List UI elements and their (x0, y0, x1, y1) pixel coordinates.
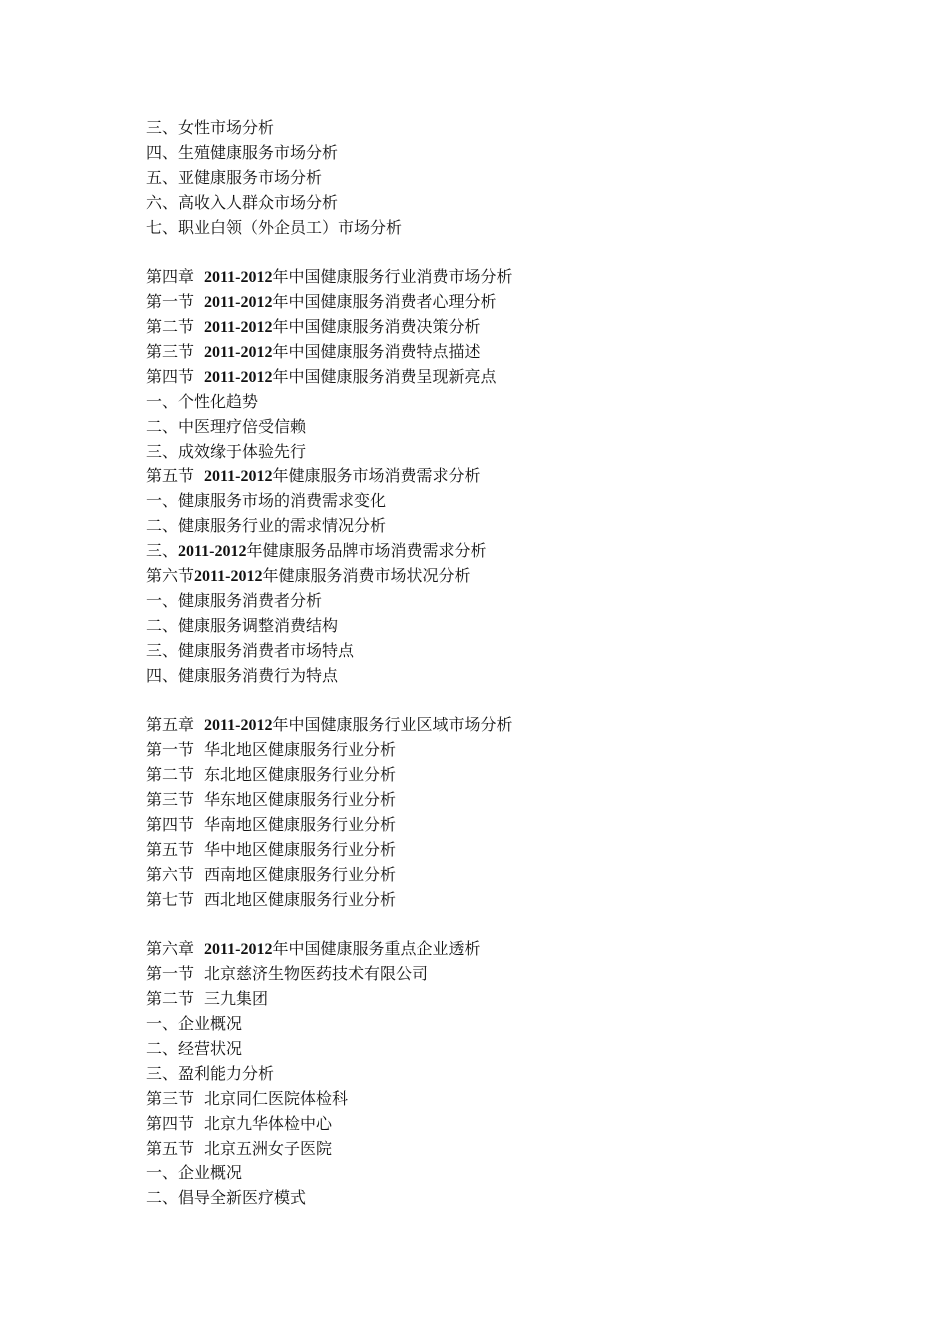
toc-text: 七、职业白领（外企员工）市场分析 (146, 217, 403, 237)
blank-line (146, 240, 846, 265)
toc-prefix: 第三节 (146, 1088, 195, 1108)
toc-prefix: 第七节 (146, 889, 195, 909)
toc-text: 五、亚健康服务市场分析 (146, 167, 323, 187)
toc-prefix: 第五节 (146, 466, 195, 486)
toc-line (146, 290, 846, 315)
toc-text: 四、健康服务消费行为特点 (146, 665, 339, 685)
toc-line (146, 166, 846, 191)
toc-text: 六、高收入人群众市场分析 (146, 192, 339, 212)
toc-line (146, 664, 846, 689)
toc-year: 2011-2012 (204, 368, 273, 386)
toc-title: 年中国健康服务消费决策分析 (272, 317, 481, 337)
toc-prefix: 第三节 (146, 790, 195, 810)
toc-year: 2011-2012 (178, 543, 247, 561)
toc-prefix: 第五节 (146, 839, 195, 859)
toc-title: 东北地区健康服务行业分析 (204, 765, 397, 785)
toc-line (146, 216, 846, 241)
toc-line (146, 340, 846, 365)
toc-title: 华北地区健康服务行业分析 (204, 740, 397, 760)
toc-title: 北京九华体检中心 (204, 1113, 333, 1133)
toc-line (146, 1161, 846, 1186)
toc-line (146, 1037, 846, 1062)
toc-title: 北京五洲女子医院 (204, 1138, 333, 1158)
toc-text: 三、成效缘于体验先行 (146, 441, 307, 461)
toc-text: 一、健康服务市场的消费需求变化 (146, 491, 387, 511)
toc-text: 二、中医理疗倍受信赖 (146, 416, 307, 436)
toc-title: 年健康服务品牌市场消费需求分析 (246, 541, 487, 561)
toc-year: 2011-2012 (204, 294, 273, 312)
toc-prefix: 第四节 (146, 1113, 195, 1133)
toc-line (146, 614, 846, 639)
toc-line (146, 639, 846, 664)
toc-title: 年中国健康服务行业消费市场分析 (272, 267, 513, 287)
toc-line (146, 1137, 846, 1162)
toc-title: 北京慈济生物医药技术有限公司 (204, 964, 429, 984)
toc-line (146, 838, 846, 863)
toc-title: 北京同仁医院体检科 (204, 1088, 349, 1108)
document-body (146, 116, 846, 1211)
toc-prefix: 第五节 (146, 1138, 195, 1158)
toc-line (146, 1087, 846, 1112)
toc-line (146, 564, 846, 589)
toc-text: 二、倡导全新医疗模式 (146, 1188, 307, 1208)
toc-line (146, 987, 846, 1012)
toc-line (146, 1012, 846, 1037)
toc-line (146, 589, 846, 614)
toc-line (146, 390, 846, 415)
toc-prefix: 第二节 (146, 989, 195, 1009)
toc-line (146, 265, 846, 290)
toc-title: 年中国健康服务消费特点描述 (272, 342, 481, 362)
toc-title: 年中国健康服务行业区域市场分析 (272, 715, 513, 735)
toc-prefix: 三、 (146, 541, 179, 561)
toc-line (146, 191, 846, 216)
toc-line (146, 539, 846, 564)
toc-year: 2011-2012 (204, 344, 273, 362)
toc-line (146, 365, 846, 390)
toc-title: 华南地区健康服务行业分析 (204, 814, 397, 834)
toc-line (146, 1186, 846, 1211)
toc-prefix: 第二节 (146, 317, 195, 337)
toc-title: 三九集团 (204, 989, 269, 1009)
toc-line (146, 1062, 846, 1087)
toc-line (146, 440, 846, 465)
toc-title: 年中国健康服务重点企业透析 (272, 939, 481, 959)
toc-text: 一、企业概况 (146, 1014, 243, 1034)
toc-line (146, 464, 846, 489)
toc-prefix: 第四节 (146, 814, 195, 834)
toc-line (146, 888, 846, 913)
toc-title: 年健康服务市场消费需求分析 (272, 466, 481, 486)
toc-text: 一、健康服务消费者分析 (146, 590, 323, 610)
toc-title: 年健康服务消费市场状况分析 (262, 566, 471, 586)
blank-line (146, 913, 846, 938)
toc-text: 四、生殖健康服务市场分析 (146, 142, 339, 162)
toc-title: 华东地区健康服务行业分析 (204, 790, 397, 810)
toc-line (146, 763, 846, 788)
toc-text: 一、个性化趋势 (146, 391, 259, 411)
toc-line (146, 937, 846, 962)
toc-line (146, 315, 846, 340)
toc-line (146, 738, 846, 763)
toc-title: 年中国健康服务消费者心理分析 (272, 292, 497, 312)
toc-text: 二、经营状况 (146, 1038, 243, 1058)
toc-line (146, 514, 846, 539)
blank-line (146, 688, 846, 713)
toc-prefix: 第六节 (146, 864, 195, 884)
toc-text: 三、女性市场分析 (146, 118, 275, 137)
toc-line (146, 962, 846, 987)
toc-line (146, 788, 846, 813)
toc-prefix: 第二节 (146, 765, 195, 785)
toc-text: 三、健康服务消费者市场特点 (146, 640, 355, 660)
toc-line (146, 489, 846, 514)
toc-year: 2011-2012 (204, 269, 273, 287)
toc-prefix: 第四节 (146, 366, 195, 386)
toc-line (146, 813, 846, 838)
toc-year: 2011-2012 (204, 941, 273, 959)
toc-line (146, 141, 846, 166)
toc-title: 年中国健康服务消费呈现新亮点 (272, 366, 497, 386)
toc-prefix: 第一节 (146, 292, 195, 312)
toc-year: 2011-2012 (204, 717, 273, 735)
toc-title: 西南地区健康服务行业分析 (204, 864, 397, 884)
toc-line (146, 1112, 846, 1137)
toc-prefix: 第一节 (146, 964, 195, 984)
toc-title: 西北地区健康服务行业分析 (204, 889, 397, 909)
toc-prefix: 第五章 (146, 715, 195, 735)
toc-text: 三、盈利能力分析 (146, 1063, 275, 1083)
toc-prefix: 第六节 (146, 566, 195, 586)
toc-year: 2011-2012 (194, 568, 263, 586)
toc-prefix: 第六章 (146, 939, 195, 959)
toc-title: 华中地区健康服务行业分析 (204, 839, 397, 859)
toc-line (146, 863, 846, 888)
toc-prefix: 第一节 (146, 740, 195, 760)
toc-text: 二、健康服务调整消费结构 (146, 615, 339, 635)
toc-line (146, 713, 846, 738)
toc-text: 二、健康服务行业的需求情况分析 (146, 516, 387, 536)
toc-line (146, 116, 846, 141)
toc-prefix: 第三节 (146, 342, 195, 362)
toc-year: 2011-2012 (204, 319, 273, 337)
toc-text: 一、企业概况 (146, 1163, 243, 1183)
toc-prefix: 第四章 (146, 267, 195, 287)
toc-year: 2011-2012 (204, 468, 273, 486)
toc-line (146, 415, 846, 440)
